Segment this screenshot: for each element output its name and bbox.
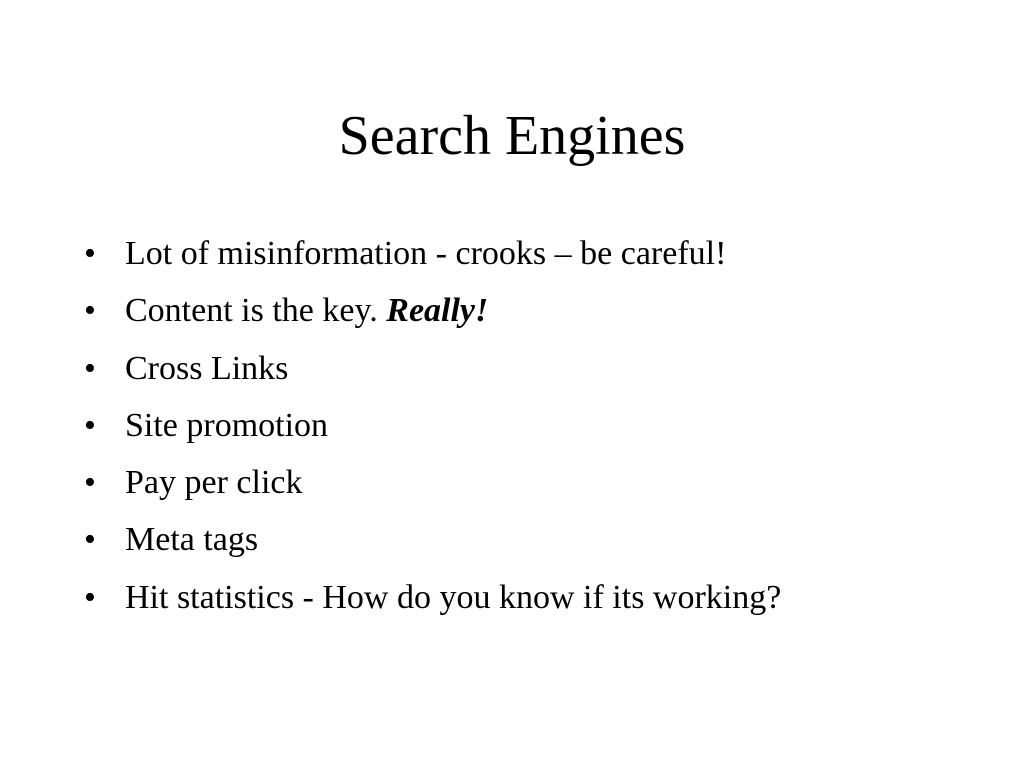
- bullet-text: [125, 571, 781, 625]
- bullet-list: [84, 227, 964, 628]
- bullet-text-main: Hit statistics - How do you know if its working?: [125, 578, 782, 616]
- bullet-text: [125, 284, 488, 338]
- bullet-text: [125, 342, 288, 396]
- bullet-point: •: [84, 464, 96, 502]
- bullet-item: [84, 399, 964, 456]
- bullet-text-main: Lot of misinformation - crooks – be careful!: [125, 235, 727, 272]
- bullet-text: [125, 456, 303, 510]
- bullet-text-emphasis: Really!: [386, 292, 489, 330]
- bullet-item: [84, 571, 964, 628]
- bullet-text-main: Site promotion: [125, 406, 329, 444]
- bullet-text-main: Meta tags: [125, 521, 259, 559]
- bullet-text: [125, 399, 328, 453]
- bullet-text-main: Pay per click: [125, 464, 303, 502]
- bullet-item: [84, 284, 964, 341]
- bullet-item: [84, 513, 964, 570]
- bullet-text-main: Content is the key.: [125, 292, 387, 330]
- bullet-point: •: [84, 521, 96, 559]
- slide-title: Search Engines: [338, 105, 686, 167]
- bullet-text: [125, 227, 726, 281]
- bullet-item: [84, 456, 964, 513]
- bullet-item: [84, 342, 964, 399]
- bullet-text: [125, 513, 258, 567]
- bullet-point: •: [84, 292, 96, 330]
- bullet-text-main: Cross Links: [125, 349, 289, 387]
- bullet-item: [84, 227, 964, 284]
- bullet-point: •: [84, 406, 96, 444]
- bullet-point: •: [84, 578, 96, 616]
- bullet-point: •: [84, 235, 96, 272]
- bullet-point: •: [84, 349, 96, 387]
